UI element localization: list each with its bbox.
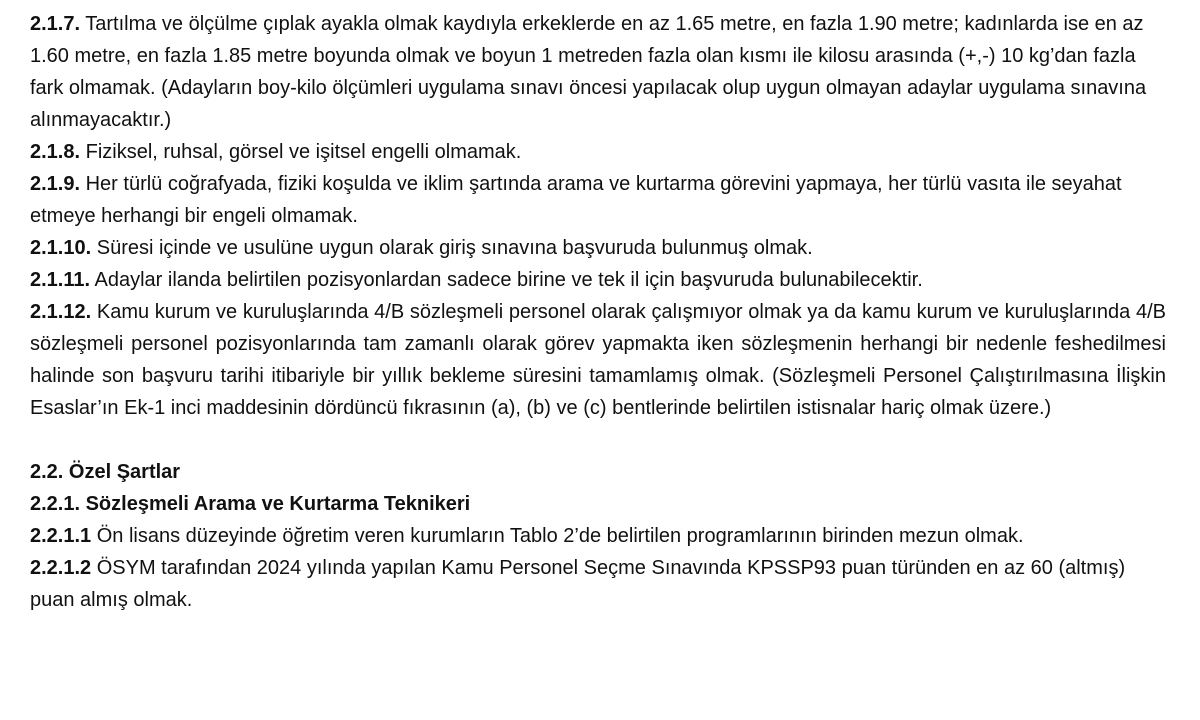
clause-2-2-1-2 xyxy=(30,552,1166,616)
clause-2-1-9 xyxy=(30,168,1166,232)
clause-text: Adaylar ilanda belirtilen pozisyonlardan sadece birine ve tek il için başvuruda bulunabilecektir. xyxy=(90,269,923,291)
clause-text: Kamu kurum ve kuruluşlarında 4/B sözleşmeli personel olarak çalışmıyor olmak ya da kamu kurum ve kuruluşlarında 4/B sözleşmeli personel pozisyonlarında tam zamanlı olarak görev yapmakta iken sözleşmenin herhangi bir nedenle feshedilmesi halinde son başvuru tarihi itibariyle bir yıllık bekleme süresini tamamlamış olmak. (Sözleşmeli Personel Çalıştırılmasına İlişkin Esaslar’ın Ek-1 inci maddesinin dördüncü fıkrasının (a), (b) ve (c) bentlerinde belirtilen istisnalar hariç olmak üzere.) xyxy=(30,301,1166,419)
clause-text: Her türlü coğrafyada, fiziki koşulda ve iklim şartında arama ve kurtarma görevini yapmaya, her türlü vasıta ile seyahat etmeye herhangi bir engeli olmamak. xyxy=(30,173,1122,227)
clause-text: Tartılma ve ölçülme çıplak ayakla olmak kaydıyla erkeklerde en az 1.65 metre, en fazla 1.90 metre; kadınlarda ise en az 1.60 metre, en fazla 1.85 metre boyunda olmak ve boyun 1 metreden fazla olan kısmı ile kilosu arasında (+,-) 10 kg’dan fazla fark olmamak. (Adayların boy-kilo ölçümleri uygulama sınavı öncesi yapılacak olup uygun olmayan adaylar uygulama sınavına alınmayacaktır.) xyxy=(30,13,1147,131)
clause-number: 2.1.7. xyxy=(30,13,81,35)
clause-number: 2.1.10. xyxy=(30,237,92,259)
clause-number: 2.2.1.2 xyxy=(30,557,92,579)
clause-text: Ön lisans düzeyinde öğretim veren kurumların Tablo 2’de belirtilen programlarının birinden mezun olmak. xyxy=(91,525,1024,547)
clause-2-2-1-1 xyxy=(30,520,1166,552)
clause-text: ÖSYM tarafından 2024 yılında yapılan Kamu Personel Seçme Sınavında KPSSP93 puan türünden en az 60 (altmış) puan almış olmak. xyxy=(30,557,1126,611)
clause-number: 2.1.12. xyxy=(30,301,92,323)
clause-2-1-12 xyxy=(30,296,1166,424)
clause-number: 2.1.11. xyxy=(30,269,91,291)
section-heading-special-conditions: 2.2. Özel Şartlar xyxy=(30,461,181,483)
clause-2-1-8 xyxy=(30,136,1166,168)
document-body xyxy=(30,8,1166,616)
clause-text: Süresi içinde ve usulüne uygun olarak giriş sınavına başvuruda bulunmuş olmak. xyxy=(91,237,813,259)
clause-number: 2.1.9. xyxy=(30,173,81,195)
clause-number: 2.1.8. xyxy=(30,141,81,163)
clause-number: 2.2.1.1 xyxy=(30,525,92,547)
clause-2-1-7 xyxy=(30,8,1166,136)
clause-2-1-11 xyxy=(30,264,1166,296)
clause-2-1-10 xyxy=(30,232,1166,264)
section-spacer xyxy=(30,424,1166,456)
clause-text: Fiziksel, ruhsal, görsel ve işitsel engelli olmamak. xyxy=(80,141,522,163)
subsection-heading-technician: 2.2.1. Sözleşmeli Arama ve Kurtarma Teknikeri xyxy=(30,493,471,515)
